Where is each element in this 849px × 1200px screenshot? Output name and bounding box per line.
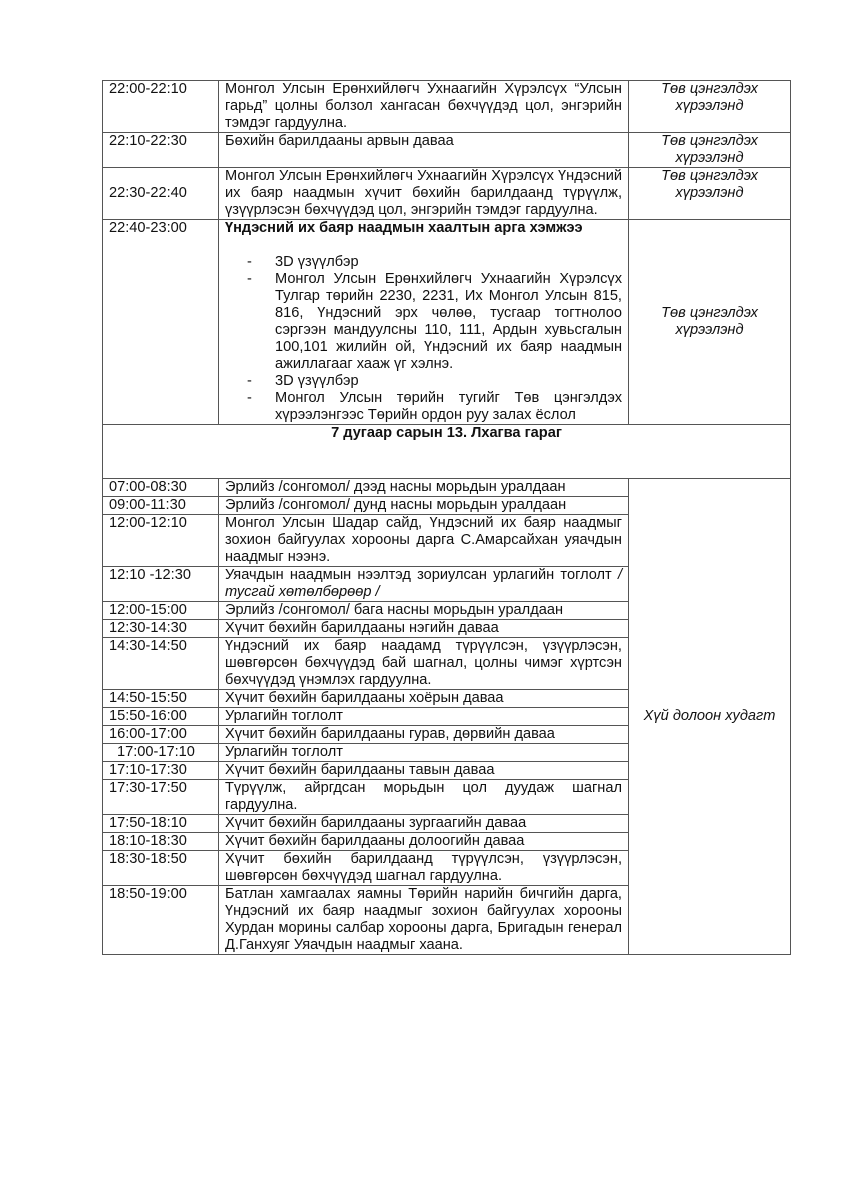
description-cell: Хүчит бөхийн барилдааны нэгийн даваа	[219, 620, 629, 638]
time-cell: 09:00-11:30	[103, 497, 219, 515]
list-item: - Монгол Улсын Ерөнхийлөгч Ухнаагийн Хүрэлсүх Тулгар төрийн 2230, 2231, Их Монгол Улсын 815, 816, Үндэсний эрх чөлөө, тусгаар тогтнолоо сэргээн мандуулсны 110, 111, Ардын хувьсгалын 100,101 жилийн ой, Үндэсний их баяр наадмын ажиллагааг хааж үг хэлнэ.	[247, 271, 622, 373]
time-cell: 22:00-22:10	[103, 81, 219, 133]
description-cell: Түрүүлж, айргдсан морьдын цол дуудаж шагнал гардуулна.	[219, 780, 629, 815]
description-cell: Эрлийз /сонгомол/ дунд насны морьдын уралдаан	[219, 497, 629, 515]
time-cell: 12:30-14:30	[103, 620, 219, 638]
description-cell: Хүчит бөхийн барилдааны гурав, дөрвийн даваа	[219, 726, 629, 744]
description-cell: Монгол Улсын Шадар сайд, Үндэсний их баяр наадмыг зохион байгуулах хорооны дарга С.Амарсайхан уяачдын наадмыг нээнэ.	[219, 515, 629, 567]
time-cell: 22:10-22:30	[103, 133, 219, 168]
place-cell: Төв цэнгэлдэх хүрээлэнд	[629, 81, 791, 133]
place-cell: Төв цэнгэлдэх хүрээлэнд	[629, 168, 791, 220]
description-cell: Урлагийн тоглолт	[219, 744, 629, 762]
time-cell: 18:10-18:30	[103, 833, 219, 851]
time-cell: 15:50-16:00	[103, 708, 219, 726]
program-note: / тусгай хөтөлбөрөөр /	[225, 567, 622, 600]
table-row	[103, 133, 791, 168]
description-text: Уяачдын наадмын нээлтэд зориулсан урлагийн тоглолт	[225, 567, 612, 583]
time-cell: 14:30-14:50	[103, 638, 219, 690]
schedule-table	[102, 80, 791, 955]
place-cell: Хүй долоон худагт	[629, 479, 791, 955]
ceremony-item-list	[225, 254, 622, 424]
day-header-row	[103, 425, 791, 479]
description-cell: Хүчит бөхийн барилдааны долоогийн даваа	[219, 833, 629, 851]
list-item: - Монгол Улсын төрийн тугийг Төв цэнгэлдэх хүрээлэнгээс Төрийн ордон руу залах ёслол	[247, 390, 622, 424]
time-cell: 22:40-23:00	[103, 220, 219, 425]
time-cell: 12:00-12:10	[103, 515, 219, 567]
time-cell: 18:30-18:50	[103, 851, 219, 886]
description-cell: Хүчит бөхийн барилдааны тавын даваа	[219, 762, 629, 780]
description-cell	[219, 220, 629, 425]
table-row	[103, 81, 791, 133]
description-cell: Хүчит бөхийн барилдааны зургаагийн даваа	[219, 815, 629, 833]
time-cell: 17:30-17:50	[103, 780, 219, 815]
time-cell: 07:00-08:30	[103, 479, 219, 497]
description-cell: Эрлийз /сонгомол/ дээд насны морьдын уралдаан	[219, 479, 629, 497]
description-cell: Бөхийн барилдааны арвын даваа	[219, 133, 629, 168]
description-cell: Үндэсний их баяр наадамд түрүүлсэн, үзүүрлэсэн, шөвгөрсөн бөхчүүдэд бай шагнал, цолны чимэг хүртсэн бөхчүүдэд үнэмлэх гардуулна.	[219, 638, 629, 690]
time-cell: 22:30-22:40	[103, 168, 219, 220]
time-cell: 17:10-17:30	[103, 762, 219, 780]
list-item: - 3D үзүүлбэр	[247, 373, 622, 390]
time-cell: 12:10 -12:30	[103, 567, 219, 602]
table-row	[103, 168, 791, 220]
description-cell: Монгол Улсын Ерөнхийлөгч Ухнаагийн Хүрэлсүх Үндэсний их баяр наадмын хүчит бөхийн барилдаанд түрүүлж, үзүүрлэсэн бөхчүүдэд цол, энгэрийн тэмдэг гардуулна.	[219, 168, 629, 220]
time-cell: 14:50-15:50	[103, 690, 219, 708]
description-cell: Урлагийн тоглолт	[219, 708, 629, 726]
description-cell: Монгол Улсын Ерөнхийлөгч Ухнаагийн Хүрэлсүх “Улсын гарьд” цолны болзол хангасан бөхчүүдэд цол, энгэрийн тэмдэг гардуулна.	[219, 81, 629, 133]
description-cell	[219, 567, 629, 602]
spacer	[225, 237, 622, 254]
list-item: - 3D үзүүлбэр	[247, 254, 622, 271]
description-cell: Эрлийз /сонгомол/ бага насны морьдын уралдаан	[219, 602, 629, 620]
closing-ceremony-title: Үндэсний их баяр наадмын хаалтын арга хэмжээ	[225, 220, 583, 236]
description-cell: Хүчит бөхийн барилдааны хоёрын даваа	[219, 690, 629, 708]
document-page	[102, 80, 790, 955]
time-cell: 17:00-17:10	[103, 744, 219, 762]
time-cell: 12:00-15:00	[103, 602, 219, 620]
day-header: 7 дугаар сарын 13. Лхагва гараг	[103, 425, 791, 479]
time-cell: 16:00-17:00	[103, 726, 219, 744]
place-cell: Төв цэнгэлдэх хүрээлэнд	[629, 220, 791, 425]
description-cell: Батлан хамгаалах яамны Төрийн нарийн бичгийн дарга, Үндэсний их баяр наадмыг зохион байгуулах хорооны Хурдан морины салбар хорооны дарга, Бригадын генерал Д.Ганхуяг Уяачдын наадмыг хаана.	[219, 886, 629, 955]
table-row	[103, 220, 791, 425]
place-cell: Төв цэнгэлдэх хүрээлэнд	[629, 133, 791, 168]
time-cell: 18:50-19:00	[103, 886, 219, 955]
table-row	[103, 479, 791, 497]
time-cell: 17:50-18:10	[103, 815, 219, 833]
description-cell: Хүчит бөхийн барилдаанд түрүүлсэн, үзүүрлэсэн, шөвгөрсөн бөхчүүдэд шагнал гардуулна.	[219, 851, 629, 886]
